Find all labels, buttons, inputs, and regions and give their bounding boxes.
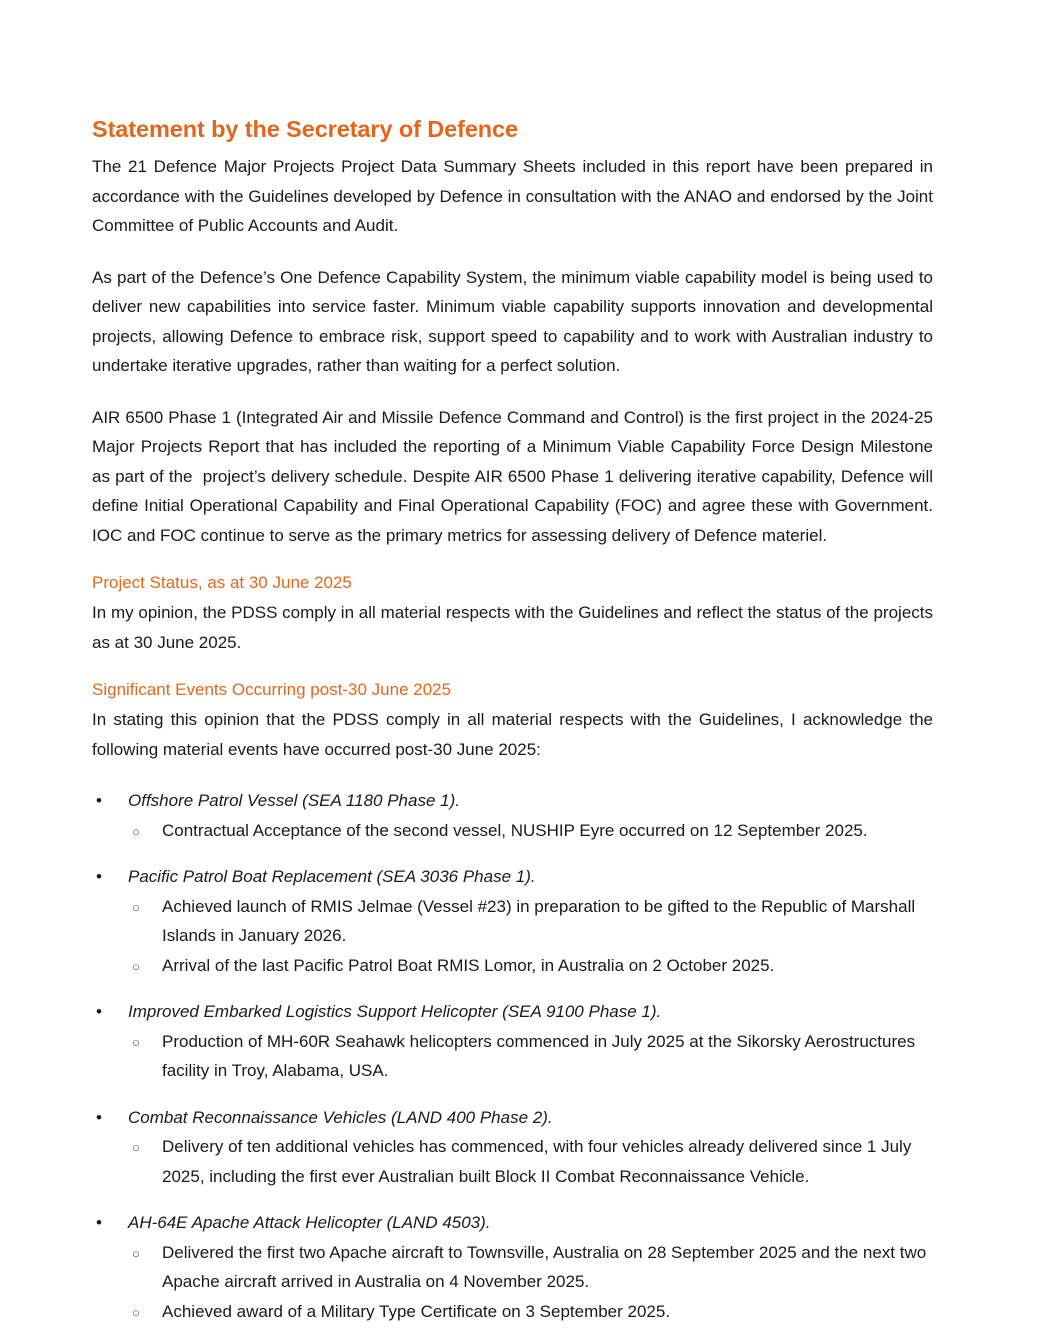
bullet-title-row	[92, 786, 933, 816]
bullet-title-row	[92, 997, 933, 1027]
bullet-circle-icon: ○	[132, 1034, 140, 1050]
bullet-circle-icon: ○	[132, 958, 140, 974]
event-sub-list	[92, 1027, 933, 1086]
list-item	[92, 1208, 933, 1326]
section-heading-significant-events: Significant Events Occurring post-30 June 2025	[92, 680, 452, 700]
bullet-circle-icon: ○	[132, 1140, 140, 1156]
list-item	[92, 862, 933, 980]
list-item	[92, 1238, 933, 1297]
list-item	[92, 951, 933, 981]
bullet-disc-icon: •	[96, 1213, 102, 1233]
event-sub-list	[92, 1132, 933, 1191]
event-detail: Achieved launch of RMIS Jelmae (Vessel #23) in preparation to be gifted to the Republic of Marshall Islands in January 2026.	[162, 896, 916, 946]
list-item	[92, 997, 933, 1086]
intro-paragraph-3: AIR 6500 Phase 1 (Integrated Air and Missile Defence Command and Control) is the first project in the 2024-25 Major Projects Report that has included the reporting of a Minimum Viable Capability Force Design Milestone as part of the project’s delivery schedule. Despite AIR 6500 Phase 1 delivering iterative capability, Defence will define Initial Operational Capability and Final Operational Capability (FOC) and agree these with Government. IOC and FOC continue to serve as the primary metrics for assessing delivery of Defence materiel.	[92, 407, 938, 545]
document-content	[92, 115, 938, 1326]
event-title: Combat Reconnaissance Vehicles (LAND 400 Phase 2).	[128, 1107, 553, 1127]
event-detail: Delivery of ten additional vehicles has commenced, with four vehicles already delivered since 1 July 2025, including the first ever Australian built Block II Combat Reconnaissance Vehicle.	[162, 1137, 912, 1186]
event-detail: Delivered the first two Apache aircraft to Townsville, Australia on 28 September 2025 and the next two Apache aircraft arrived in Australia on 4 November 2025.	[162, 1242, 927, 1292]
list-item	[92, 1297, 933, 1327]
section-heading-project-status: Project Status, as at 30 June 2025	[92, 573, 352, 593]
bullet-disc-icon: •	[96, 1107, 102, 1127]
bullet-circle-icon: ○	[132, 823, 140, 839]
page-title: Statement by the Secretary of Defence	[92, 116, 518, 142]
list-item	[92, 892, 933, 951]
section-body-significant-events: In stating this opinion that the PDSS comply in all material respects with the Guidelines, I acknowledge the following material events have occurred post-30 June 2025:	[92, 710, 938, 759]
bullet-title-row	[92, 862, 933, 892]
intro-paragraph-1: The 21 Defence Major Projects Project Data Summary Sheets included in this report have been prepared in accordance with the Guidelines developed by Defence in consultation with the ANAO and endorsed by the Joint Committee of Public Accounts and Audit.	[92, 157, 938, 236]
event-sub-list	[92, 1238, 933, 1327]
event-detail: Achieved award of a Military Type Certificate on 3 September 2025.	[162, 1301, 671, 1321]
bullet-disc-icon: •	[96, 867, 102, 887]
list-item	[92, 1132, 933, 1191]
bullet-circle-icon: ○	[132, 1304, 140, 1320]
event-title: Pacific Patrol Boat Replacement (SEA 3036 Phase 1).	[128, 867, 536, 887]
event-detail: Arrival of the last Pacific Patrol Boat RMIS Lomor, in Australia on 2 October 2025.	[162, 955, 775, 975]
event-title: Offshore Patrol Vessel (SEA 1180 Phase 1).	[128, 791, 460, 811]
bullet-title-row	[92, 1103, 933, 1133]
event-sub-list	[92, 816, 933, 846]
event-detail: Production of MH-60R Seahawk helicopters commenced in July 2025 at the Sikorsky Aerostructures facility in Troy, Alabama, USA.	[162, 1031, 916, 1081]
list-item	[92, 786, 933, 845]
event-detail: Contractual Acceptance of the second vessel, NUSHIP Eyre occurred on 12 September 2025.	[162, 820, 868, 840]
bullet-disc-icon: •	[96, 1002, 102, 1022]
section-body-project-status: In my opinion, the PDSS comply in all material respects with the Guidelines and reflect the status of the projects as at 30 June 2025.	[92, 603, 938, 652]
event-title: AH-64E Apache Attack Helicopter (LAND 4503).	[128, 1213, 491, 1233]
list-item	[92, 816, 933, 846]
bullet-disc-icon: •	[96, 791, 102, 811]
list-item	[92, 1103, 933, 1192]
event-sub-list	[92, 892, 933, 981]
event-title: Improved Embarked Logistics Support Helicopter (SEA 9100 Phase 1).	[128, 1002, 662, 1022]
significant-events-list	[92, 786, 933, 1326]
bullet-title-row	[92, 1208, 933, 1238]
bullet-circle-icon: ○	[132, 1245, 140, 1261]
bullet-circle-icon: ○	[132, 899, 140, 915]
intro-paragraph-2: As part of the Defence’s One Defence Capability System, the minimum viable capability model is being used to deliver new capabilities into service faster. Minimum viable capability supports innovation and developmental projects, allowing Defence to embrace risk, support speed to capability and to work with Australian industry to undertake iterative upgrades, rather than waiting for a perfect solution.	[92, 267, 938, 376]
list-item	[92, 1027, 933, 1086]
